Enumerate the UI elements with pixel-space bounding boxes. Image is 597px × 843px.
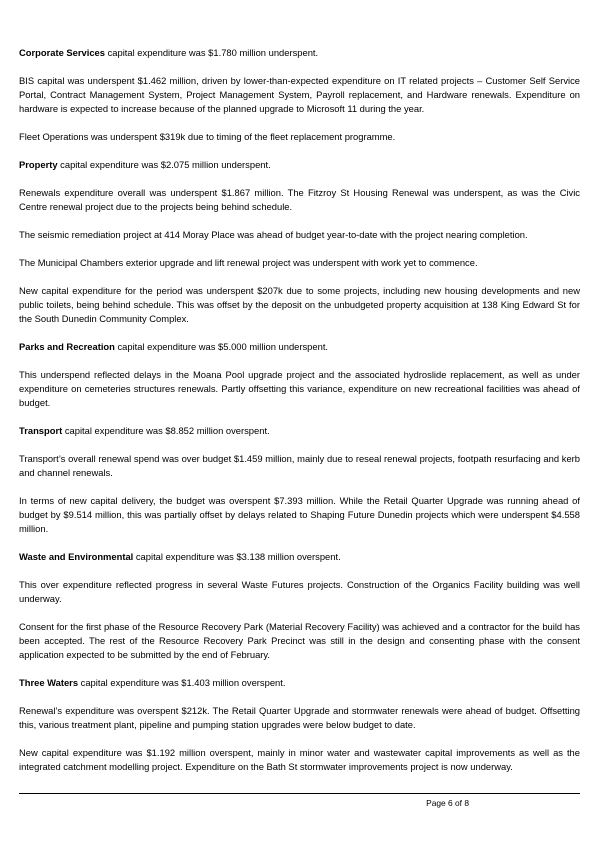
paragraph-heading: Three Waters — [19, 677, 79, 688]
page-number: Page 6 of 8 — [426, 798, 469, 808]
paragraph-text: In terms of new capital delivery, the budget was overspent $7.393 million. While the Retail Quarter Upgrade was running ahead of budget by $9.514 million, this was partially offset by delays related to Shaping Future Dunedin projects which were underspent $4.558 million. — [19, 495, 580, 534]
paragraph-heading: Corporate Services — [19, 47, 105, 58]
paragraph — [19, 74, 580, 116]
paragraph — [19, 676, 580, 690]
paragraph-heading: Parks and Recreation — [19, 341, 115, 352]
paragraph — [19, 340, 580, 354]
paragraph-text: capital expenditure was $1.780 million underspent. — [104, 47, 319, 58]
paragraph-text: Fleet Operations was underspent $319k due to timing of the fleet replacement programme. — [19, 131, 396, 142]
paragraph-text: capital expenditure was $5.000 million underspent. — [114, 341, 329, 352]
paragraph — [19, 704, 580, 732]
paragraph-text: Renewal’s expenditure was overspent $212k. The Retail Quarter Upgrade and stormwater renewals were ahead of budget. Offsetting this, various treatment plant, pipeline and pumping station upgrades were below budget to date. — [19, 705, 580, 730]
paragraph — [19, 158, 580, 172]
paragraph-heading: Property — [19, 159, 58, 170]
paragraph-heading: Transport — [19, 425, 63, 436]
paragraph-text: capital expenditure was $1.403 million overspent. — [78, 677, 286, 688]
paragraph-text: capital expenditure was $2.075 million underspent. — [57, 159, 271, 170]
paragraph — [19, 424, 580, 438]
paragraph — [19, 550, 580, 564]
paragraph-text: This over expenditure reflected progress in several Waste Futures projects. Construction of the Organics Facility building was well underway. — [19, 579, 580, 604]
paragraph-text: This underspend reflected delays in the Moana Pool upgrade project and the associated hydroslide replacement, as well as under expenditure on cemeteries structures renewals. Partly offsetting this variance, expenditure on new recreational facilities was ahead of budget. — [19, 369, 580, 408]
paragraph-text: The seismic remediation project at 414 Moray Place was ahead of budget year-to-date with the project nearing completion. — [19, 229, 528, 240]
paragraph — [19, 228, 580, 242]
paragraph — [19, 368, 580, 410]
paragraph-text: BIS capital was underspent $1.462 million, driven by lower-than-expected expenditure on IT related projects – Customer Self Service Portal, Contract Management System, Project Management System, Payroll replacement, and Hardware renewals. Expenditure on hardware is expected to increase because of the planned upgrade to Microsoft 11 during the year. — [19, 75, 580, 114]
document-body — [19, 46, 580, 774]
paragraph-text: capital expenditure was $8.852 million overspent. — [62, 425, 270, 436]
paragraph-heading: Waste and Environmental — [19, 551, 134, 562]
paragraph — [19, 452, 580, 480]
paragraph — [19, 186, 580, 214]
paragraph — [19, 284, 580, 326]
paragraph — [19, 578, 580, 606]
paragraph-text: New capital expenditure for the period was underspent $207k due to some projects, including new housing developments and new public toilets, being behind schedule. This was offset by the deposit on the unbudgeted property acquisition at 138 King Edward St for the South Dunedin Community Complex. — [19, 285, 580, 324]
paragraph-text: Transport’s overall renewal spend was over budget $1.459 million, mainly due to reseal renewal projects, footpath resurfacing and kerb and channel renewals. — [19, 453, 580, 478]
paragraph — [19, 130, 580, 144]
paragraph-text: The Municipal Chambers exterior upgrade and lift renewal project was underspent with work yet to commence. — [19, 257, 478, 268]
paragraph — [19, 46, 580, 60]
footer-divider — [19, 793, 580, 794]
paragraph — [19, 620, 580, 662]
paragraph-text: capital expenditure was $3.138 million overspent. — [133, 551, 341, 562]
paragraph-text: New capital expenditure was $1.192 million overspent, mainly in minor water and wastewater capital improvements as well as the integrated catchment modelling project. Expenditure on the Bath St stormwater improvements project is now underway. — [19, 747, 580, 772]
paragraph — [19, 746, 580, 774]
paragraph — [19, 256, 580, 270]
paragraph — [19, 494, 580, 536]
paragraph-text: Consent for the first phase of the Resource Recovery Park (Material Recovery Facility) was achieved and a contractor for the build has been accepted. The rest of the Resource Recovery Park Precinct was still in the design and consenting phase with the consent application expected to be submitted by the end of February. — [19, 621, 580, 660]
paragraph-text: Renewals expenditure overall was underspent $1.867 million. The Fitzroy St Housing Renewal was underspent, as was the Civic Centre renewal project due to the projects being behind schedule. — [19, 187, 580, 212]
